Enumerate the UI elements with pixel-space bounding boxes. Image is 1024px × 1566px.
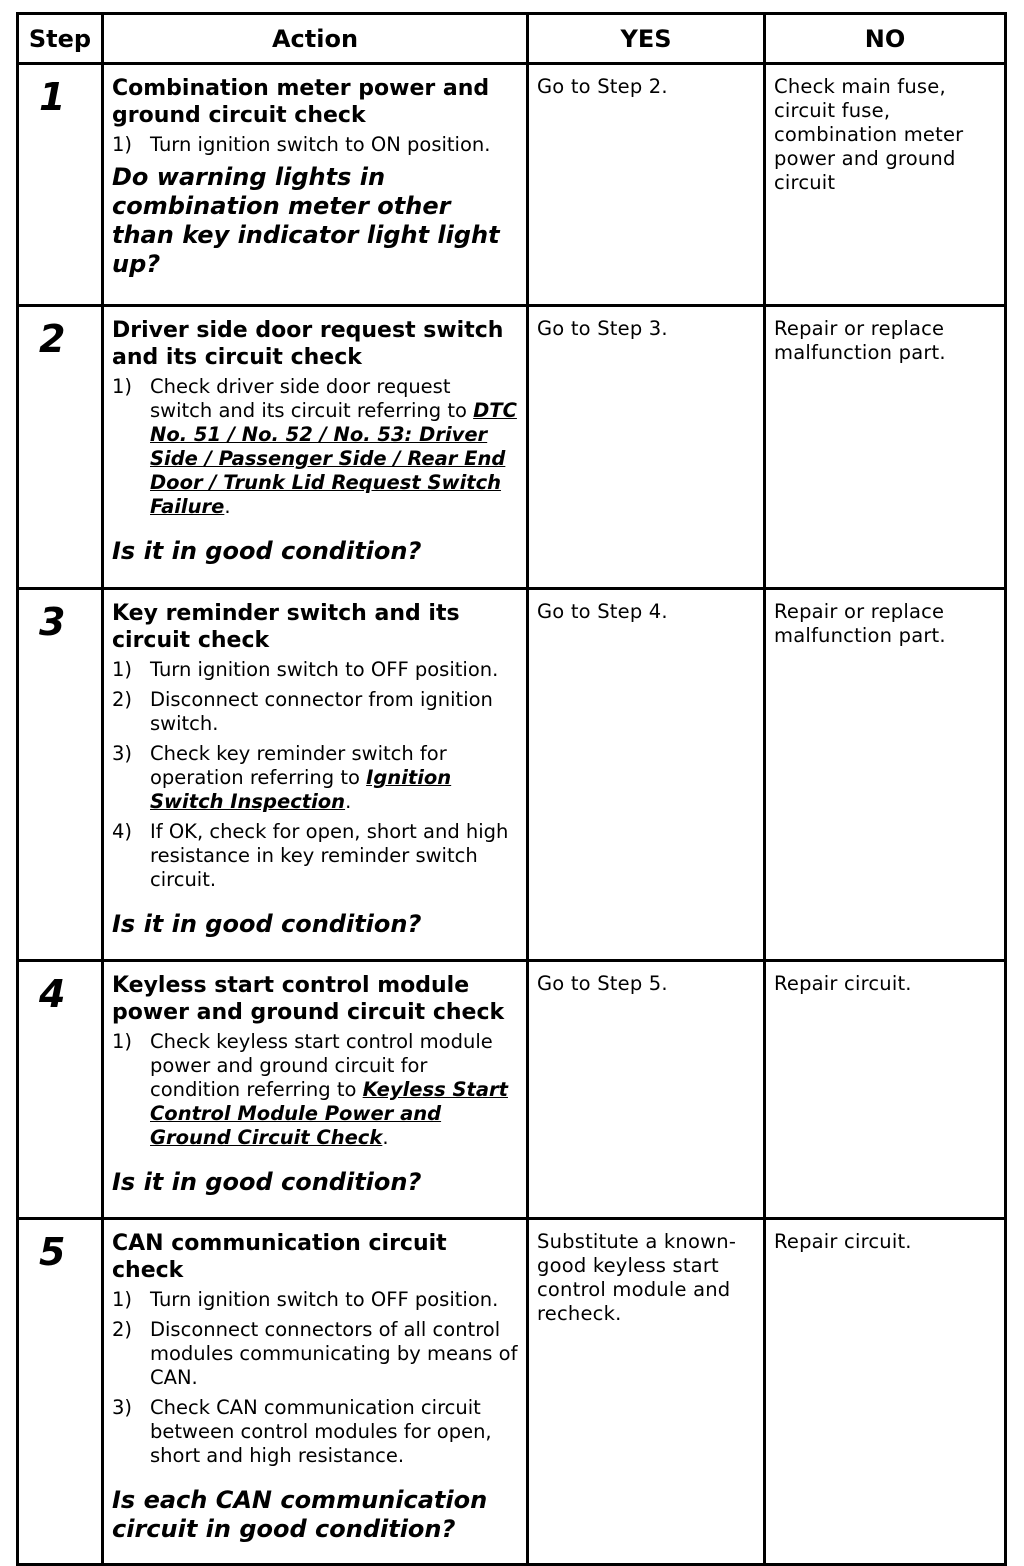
action-title: CAN communication circuit check [112, 1231, 447, 1283]
substep [112, 1030, 518, 1150]
check-question: Is it in good condition? [112, 537, 422, 565]
troubleshooting-table [16, 12, 1007, 1566]
substep-number: 2) [112, 688, 133, 711]
action-title: Keyless start control module power and ground circuit check [112, 973, 505, 1025]
substep-number: 1) [112, 1030, 133, 1053]
substep-number: 4) [112, 820, 133, 843]
step-row [18, 64, 1006, 306]
check-question: Is it in good condition? [112, 1168, 422, 1196]
substep [112, 658, 518, 682]
substep-text: Check CAN communication circuit between control modules for open, short and high resistance. [150, 1396, 492, 1467]
reference-link-module-power-ground-check[interactable]: Keyless Start Control Module Power and Ground Circuit Check [150, 1078, 508, 1149]
action-cell [103, 64, 528, 306]
substep-text: Check keyless start control module power and ground circuit for condition referring to [150, 1030, 493, 1101]
action-cell [103, 1219, 528, 1565]
substep [112, 1396, 518, 1468]
reference-link-dtc-51-52-53[interactable]: DTC No. 51 / No. 52 / No. 53: Driver Side / Passenger Side / Rear End Door / Trunk Lid Request Switch Failure [150, 399, 517, 518]
action-cell [103, 961, 528, 1219]
substep-number: 1) [112, 133, 133, 156]
substep-list [112, 375, 518, 519]
substep [112, 1288, 518, 1312]
check-question: Is each CAN communication circuit in good condition? [112, 1486, 488, 1543]
substep-number: 3) [112, 742, 133, 765]
no-result: Repair circuit. [765, 1219, 1006, 1565]
header-yes: YES [528, 14, 765, 64]
substep [112, 820, 518, 892]
action-cell [103, 589, 528, 961]
action-title: Driver side door request switch and its circuit check [112, 318, 504, 370]
yes-result: Go to Step 5. [528, 961, 765, 1219]
no-result: Repair or replace malfunction part. [765, 589, 1006, 961]
action-title: Combination meter power and ground circuit check [112, 76, 490, 128]
header-row [18, 14, 1006, 64]
check-question: Is it in good condition? [112, 910, 422, 938]
substep-text-end: . [382, 1126, 389, 1149]
header-step: Step [18, 14, 103, 64]
substep-number: 2) [112, 1318, 133, 1341]
substep-number: 1) [112, 658, 133, 681]
action-title: Key reminder switch and its circuit check [112, 601, 460, 653]
substep-list [112, 133, 518, 157]
substep-number: 3) [112, 1396, 133, 1419]
action-cell [103, 306, 528, 589]
step-number: 4 [18, 961, 103, 1219]
check-question: Do warning lights in combination meter other than key indicator light light up? [112, 163, 500, 278]
yes-result: Go to Step 3. [528, 306, 765, 589]
header-no: NO [765, 14, 1006, 64]
step-row [18, 1219, 1006, 1565]
no-result: Check main fuse, circuit fuse, combination meter power and ground circuit [765, 64, 1006, 306]
step-number: 3 [18, 589, 103, 961]
yes-result: Substitute a known-good keyless start control module and recheck. [528, 1219, 765, 1565]
substep-text: Turn ignition switch to OFF position. [150, 658, 499, 681]
substep [112, 688, 518, 736]
substep-number: 1) [112, 1288, 133, 1311]
substep-text: Disconnect connectors of all control modules communicating by means of CAN. [150, 1318, 518, 1389]
header-action: Action [103, 14, 528, 64]
no-result: Repair or replace malfunction part. [765, 306, 1006, 589]
substep-text: Check driver side door request switch and its circuit referring to [150, 375, 474, 422]
substep-list [112, 658, 518, 892]
no-result: Repair circuit. [765, 961, 1006, 1219]
step-row [18, 961, 1006, 1219]
step-number: 2 [18, 306, 103, 589]
substep-number: 1) [112, 375, 133, 398]
substep [112, 375, 518, 519]
substep-text: Disconnect connector from ignition switch. [150, 688, 493, 735]
substep-text: Turn ignition switch to OFF position. [150, 1288, 499, 1311]
step-number: 1 [18, 64, 103, 306]
reference-link-ignition-switch-inspection[interactable]: Ignition Switch Inspection [150, 766, 452, 813]
substep [112, 742, 518, 814]
substep-text-end: . [224, 495, 231, 518]
substep-text-end: . [345, 790, 352, 813]
substep-text: If OK, check for open, short and high resistance in key reminder switch circuit. [150, 820, 509, 891]
yes-result: Go to Step 4. [528, 589, 765, 961]
substep [112, 133, 518, 157]
step-number: 5 [18, 1219, 103, 1565]
yes-result: Go to Step 2. [528, 64, 765, 306]
substep-text: Turn ignition switch to ON position. [150, 133, 491, 156]
step-row [18, 306, 1006, 589]
substep-text: Check key reminder switch for operation referring to [150, 742, 447, 789]
step-row [18, 589, 1006, 961]
substep-list [112, 1030, 518, 1150]
substep-list [112, 1288, 518, 1468]
substep [112, 1318, 518, 1390]
